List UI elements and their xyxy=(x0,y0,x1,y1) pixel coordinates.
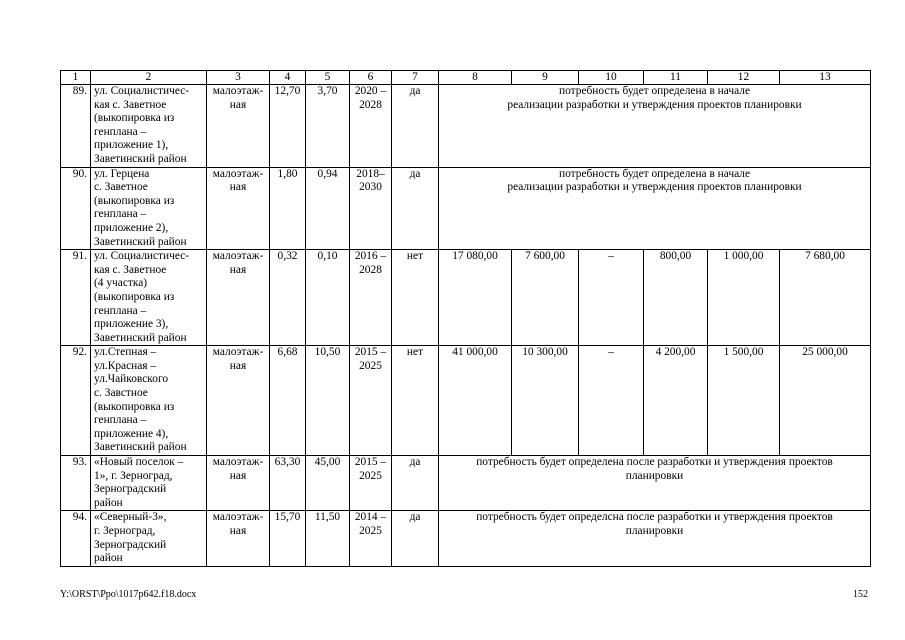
value-col8: 17 080,00 xyxy=(439,250,512,346)
funding-note: потребность будет определена в начале реализации разработки и утверждения проектов планировки xyxy=(439,85,871,168)
header-cell-7: 7 xyxy=(392,71,439,85)
funding-note: потребность будет определена в начале реализации разработки и утверждения проектов планировки xyxy=(439,167,871,250)
period: 2015 – 2025 xyxy=(350,346,392,456)
value-col4: 0,32 xyxy=(270,250,306,346)
site-name: «Новый поселок – 1», г. Зерноград, Зерноградский район xyxy=(91,456,207,511)
funding-note: потребность будет определена после разработки и утверждения проектов планировки xyxy=(439,456,871,511)
value-col8: 41 000,00 xyxy=(439,346,512,456)
header-cell-1: 1 xyxy=(61,71,91,85)
row-number: 92. xyxy=(61,346,91,456)
row-number: 93. xyxy=(61,456,91,511)
value-col11: 800,00 xyxy=(644,250,708,346)
row-number: 89. xyxy=(61,85,91,168)
period: 2015 – 2025 xyxy=(350,456,392,511)
planning-table xyxy=(60,70,871,567)
value-col5: 3,70 xyxy=(306,85,350,168)
value-col13: 25 000,00 xyxy=(780,346,871,456)
value-col5: 45,00 xyxy=(306,456,350,511)
header-cell-13: 13 xyxy=(780,71,871,85)
building-type: малоэтаж- ная xyxy=(207,346,270,456)
building-type: малоэтаж- ная xyxy=(207,250,270,346)
value-col9: 7 600,00 xyxy=(512,250,579,346)
site-name: ул.Степная – ул.Красная – ул.Чайковского с. Завстное (выкопировка из генплана – приложение 4), Заветинский район xyxy=(91,346,207,456)
value-col10: – xyxy=(579,346,644,456)
value-col7: да xyxy=(392,511,439,566)
building-type: малоэтаж- ная xyxy=(207,511,270,566)
building-type: малоэтаж- ная xyxy=(207,167,270,250)
table-row xyxy=(61,167,871,250)
period: 2018– 2030 xyxy=(350,167,392,250)
header-cell-6: 6 xyxy=(350,71,392,85)
period: 2020 – 2028 xyxy=(350,85,392,168)
period: 2014 – 2025 xyxy=(350,511,392,566)
value-col4: 6,68 xyxy=(270,346,306,456)
site-name: ул. Социалистичес- кая с. Заветное (4 участка) (выкопировка из генплана – приложение 3), Заветинский район xyxy=(91,250,207,346)
value-col5: 11,50 xyxy=(306,511,350,566)
header-cell-11: 11 xyxy=(644,71,708,85)
header-cell-10: 10 xyxy=(579,71,644,85)
table-row xyxy=(61,346,871,456)
document-file-path: Y:\ORST\Ppo\1017p642.f18.docx xyxy=(60,589,197,600)
value-col4: 63,30 xyxy=(270,456,306,511)
table-row xyxy=(61,250,871,346)
header-cell-12: 12 xyxy=(708,71,780,85)
value-col5: 0,94 xyxy=(306,167,350,250)
table-row xyxy=(61,85,871,168)
header-cell-4: 4 xyxy=(270,71,306,85)
site-name: ул. Герцена с. Заветное (выкопировка из генплана – приложение 2), Заветинский район xyxy=(91,167,207,250)
value-col9: 10 300,00 xyxy=(512,346,579,456)
header-cell-3: 3 xyxy=(207,71,270,85)
value-col12: 1 500,00 xyxy=(708,346,780,456)
table-row xyxy=(61,456,871,511)
value-col13: 7 680,00 xyxy=(780,250,871,346)
building-type: малоэтаж- ная xyxy=(207,456,270,511)
funding-note: потребность будет определсна после разработки и утверждения проектов планировки xyxy=(439,511,871,566)
header-cell-8: 8 xyxy=(439,71,512,85)
value-col4: 12,70 xyxy=(270,85,306,168)
period: 2016 – 2028 xyxy=(350,250,392,346)
site-name: «Северный-3», г. Зерноград, Зерноградский район xyxy=(91,511,207,566)
value-col7: да xyxy=(392,456,439,511)
value-col11: 4 200,00 xyxy=(644,346,708,456)
value-col10: – xyxy=(579,250,644,346)
value-col5: 0,10 xyxy=(306,250,350,346)
header-cell-5: 5 xyxy=(306,71,350,85)
value-col12: 1 000,00 xyxy=(708,250,780,346)
header-cell-2: 2 xyxy=(91,71,207,85)
value-col4: 1,80 xyxy=(270,167,306,250)
table-row xyxy=(61,511,871,566)
header-cell-9: 9 xyxy=(512,71,579,85)
site-name: ул. Социалистичес- кая с. Заветное (выкопировка из генплана – приложение 1), Заветинский район xyxy=(91,85,207,168)
value-col7: да xyxy=(392,85,439,168)
building-type: малоэтаж- ная xyxy=(207,85,270,168)
value-col7: нет xyxy=(392,346,439,456)
value-col4: 15,70 xyxy=(270,511,306,566)
value-col7: да xyxy=(392,167,439,250)
column-number-header-row xyxy=(61,71,871,85)
row-number: 90. xyxy=(61,167,91,250)
page-number: 152 xyxy=(853,589,868,600)
value-col7: нет xyxy=(392,250,439,346)
row-number: 91. xyxy=(61,250,91,346)
row-number: 94. xyxy=(61,511,91,566)
value-col5: 10,50 xyxy=(306,346,350,456)
